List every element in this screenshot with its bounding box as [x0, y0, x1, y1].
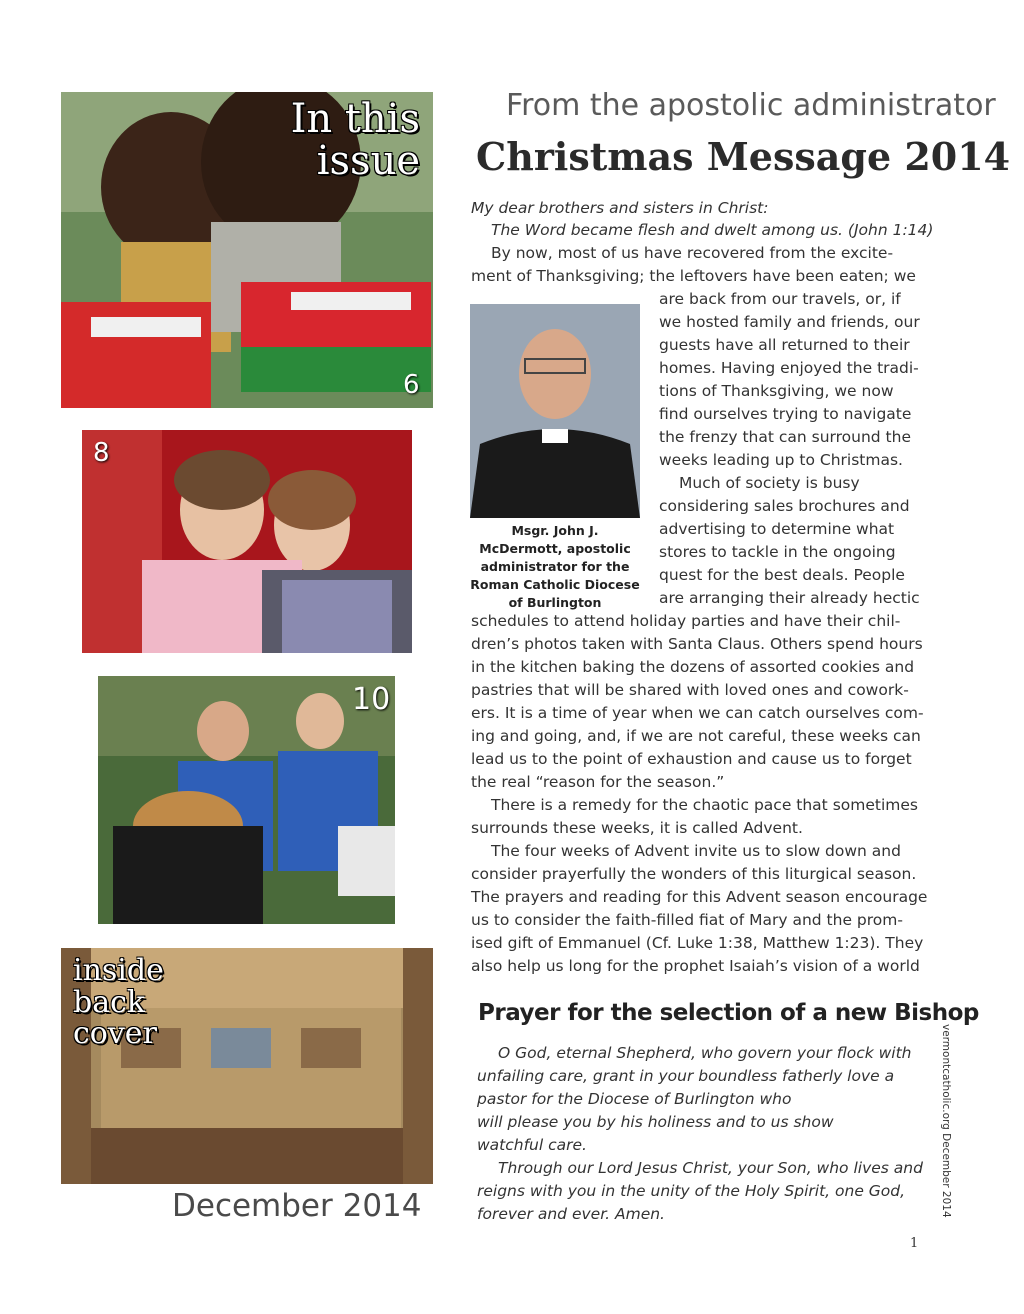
body-line: There is a remedy for the chaotic pace that sometimes	[491, 796, 918, 814]
portrait-caption: Msgr. John J. McDermott, apostolic administrator for the Roman Catholic Diocese of Burlington	[470, 523, 640, 610]
body-line: us to consider the faith-filled fiat of Mary and the prom-	[471, 911, 903, 929]
body-line: Much of society is busy	[679, 474, 860, 492]
body-line: ment of Thanksgiving; the leftovers have been eaten; we	[471, 267, 916, 285]
photo1-page-label: 6	[403, 370, 420, 400]
body-line: we hosted family and friends, our	[659, 313, 920, 331]
body-line: weeks leading up to Christmas.	[659, 451, 903, 469]
body-line: guests have all returned to their	[659, 336, 910, 354]
body-line: quest for the best deals. People	[659, 566, 905, 584]
photo-musicians	[98, 676, 395, 924]
prayer-line: forever and ever. Amen.	[477, 1205, 665, 1223]
body-line: advertising to determine what	[659, 520, 895, 538]
body-line: lead us to the point of exhaustion and cause us to forget	[471, 750, 912, 768]
body-line: the real “reason for the season.”	[471, 773, 725, 791]
prayer-line: unfailing care, grant in your boundless fatherly love a	[477, 1067, 895, 1085]
body-line: ised gift of Emmanuel (Cf. Luke 1:38, Matthew 1:23). They	[471, 934, 924, 952]
body-line: tions of Thanksgiving, we now	[659, 382, 894, 400]
prayer-line: O God, eternal Shepherd, who govern your flock with	[498, 1044, 912, 1062]
photo3-page-label: 10	[352, 682, 391, 717]
page-number: 1	[910, 1236, 919, 1251]
body-line: are back from our travels, or, if	[659, 290, 901, 308]
body-line: By now, most of us have recovered from the excite-	[491, 244, 894, 262]
body-line: schedules to attend holiday parties and have their chil-	[471, 612, 901, 630]
photo-two-girls	[82, 430, 412, 653]
body-line: are arranging their already hectic	[659, 589, 920, 607]
prayer-line: Through our Lord Jesus Christ, your Son, who lives and	[498, 1159, 923, 1177]
body-line: dren’s photos taken with Santa Claus. Others spend hours	[471, 635, 923, 653]
body-line: surrounds these weeks, it is called Advent.	[471, 819, 803, 837]
salutation: My dear brothers and sisters in Christ:	[471, 199, 769, 217]
prayer-line: pastor for the Diocese of Burlington who	[477, 1090, 792, 1108]
prayer-title: Prayer for the selection of a new Bishop	[478, 1000, 979, 1026]
article-headline: Christmas Message 2014	[476, 134, 1011, 179]
body-line: considering sales brochures and	[659, 497, 910, 515]
body-line: consider prayerfully the wonders of this liturgical season.	[471, 865, 917, 883]
prayer-line: will please you by his holiness and to us show	[477, 1113, 834, 1131]
prayer-line: watchful care.	[477, 1136, 587, 1154]
body-line: the frenzy that can surround the	[659, 428, 911, 446]
issue-date: December 2014	[172, 1188, 422, 1224]
article-kicker: From the apostolic administrator	[506, 88, 996, 123]
photo2-page-label: 8	[93, 438, 110, 468]
scripture-quote: The Word became flesh and dwelt among us. (John 1:14)	[491, 221, 934, 239]
in-this-issue-title: In this issue	[290, 96, 420, 184]
body-line: The four weeks of Advent invite us to slow down and	[491, 842, 901, 860]
website-credit: vermontcatholic.org December 2014	[940, 1024, 952, 1218]
body-line: ers. It is a time of year when we can catch ourselves com-	[471, 704, 924, 722]
body-line: in the kitchen baking the dozens of assorted cookies and	[471, 658, 915, 676]
body-line: The prayers and reading for this Advent season encourage	[471, 888, 928, 906]
body-line: pastries that will be shared with loved ones and cowork-	[471, 681, 909, 699]
prayer-line: reigns with you in the unity of the Holy Spirit, one God,	[477, 1182, 906, 1200]
body-line: ing and going, and, if we are not careful, these weeks can	[471, 727, 921, 745]
body-line: stores to tackle in the ongoing	[659, 543, 896, 561]
body-line: find ourselves trying to navigate	[659, 405, 912, 423]
inside-back-cover-label: inside back cover	[73, 953, 164, 1051]
body-line: also help us long for the prophet Isaiah’s vision of a world	[471, 957, 920, 975]
body-line: homes. Having enjoyed the tradi-	[659, 359, 919, 377]
portrait-msgr-mcdermott	[470, 304, 640, 518]
